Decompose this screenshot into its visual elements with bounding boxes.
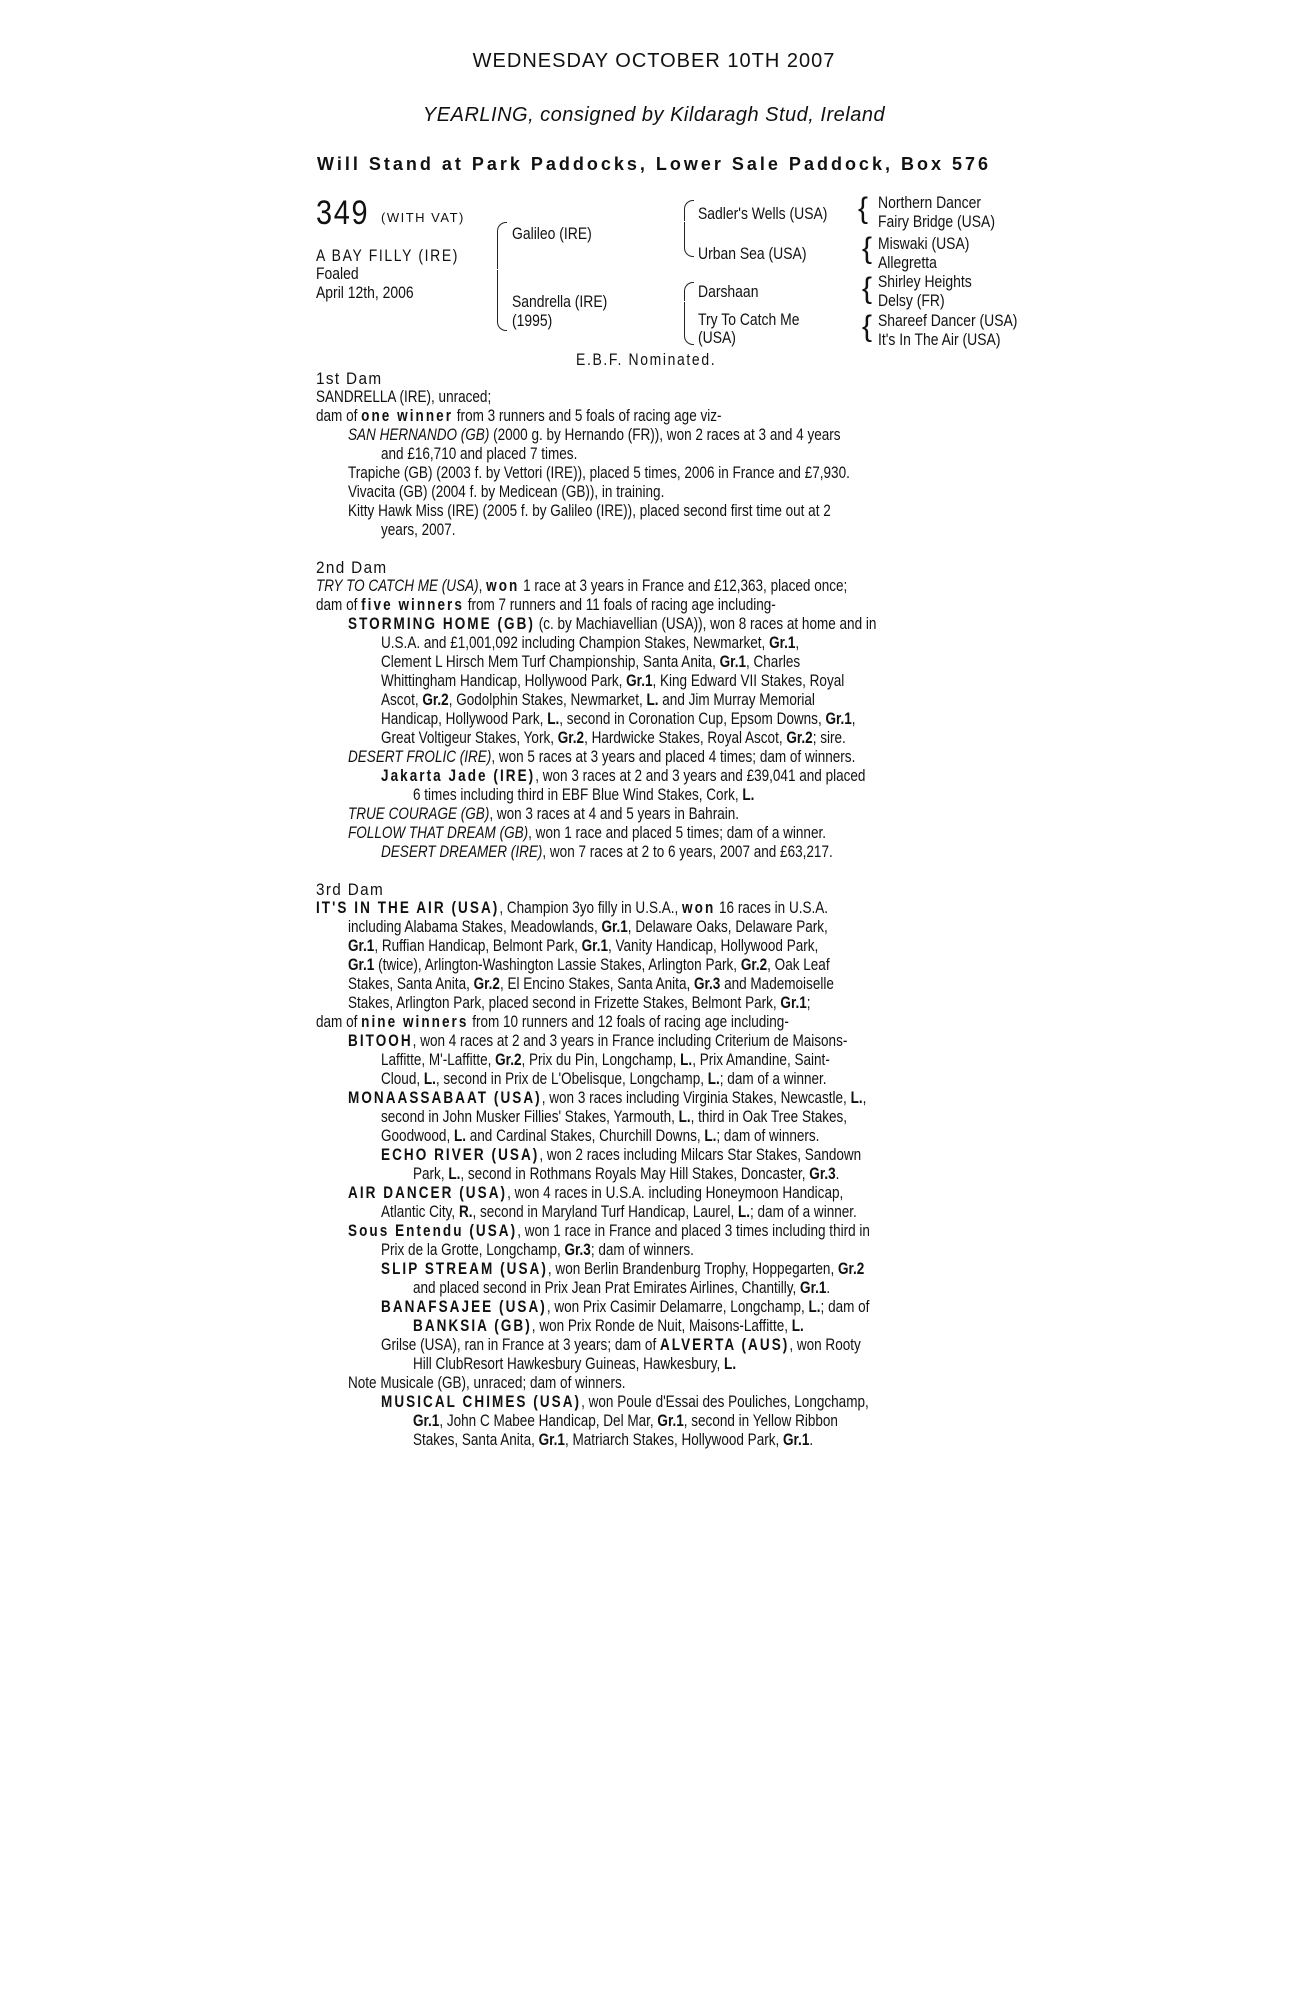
third-dam-line: BANKSIA (GB), won Prix Ronde de Nuit, Maisons-Laffitte, L. <box>413 1317 804 1335</box>
second-dam-line: STORMING HOME (GB) (c. by Machiavellian (USA)), won 8 races at home and in <box>348 615 877 633</box>
location-line: Will Stand at Park Paddocks, Lower Sale Paddock, Box 576 <box>316 154 991 174</box>
second-dam-line: Jakarta Jade (IRE), won 3 races at 2 and 3 years and £39,041 and placed <box>381 767 866 785</box>
second-dam-line: Whittingham Handicap, Hollywood Park, Gr.1, King Edward VII Stakes, Royal <box>381 672 845 690</box>
third-dam-line: Stakes, Santa Anita, Gr.1, Matriarch Stakes, Hollywood Park, Gr.1. <box>413 1431 814 1449</box>
third-dam-line: IT'S IN THE AIR (USA), Champion 3yo filly in U.S.A., won 16 races in U.S.A. <box>316 899 829 917</box>
grandsire-brace-top <box>684 200 694 221</box>
pedigree-g2: Fairy Bridge (USA) <box>878 212 995 231</box>
second-dam-line: U.S.A. and £1,001,092 including Champion Stakes, Newmarket, Gr.1, <box>381 634 800 652</box>
pedigree-g7: Shareef Dancer (USA) <box>878 311 1018 330</box>
dam-dam-line1: Try To Catch Me <box>698 310 800 329</box>
third-dam-line: Note Musicale (GB), unraced; dam of winners. <box>348 1374 626 1392</box>
pedigree-g1: Northern Dancer <box>878 193 982 212</box>
third-dam-line: dam of nine winners from 10 runners and 12 foals of racing age including- <box>316 1013 789 1031</box>
third-dam-line: Park, L., second in Rothmans Royals May Hill Stakes, Doncaster, Gr.3. <box>413 1165 840 1183</box>
second-dam-line: TRY TO CATCH ME (USA), won 1 race at 3 years in France and £12,363, placed once; <box>316 577 848 595</box>
third-dam-line: Laffitte, M'-Laffitte, Gr.2, Prix du Pin, Longchamp, L., Prix Amandine, Saint- <box>381 1051 830 1069</box>
third-dam-line: Gr.1, Ruffian Handicap, Belmont Park, Gr.1, Vanity Handicap, Hollywood Park, <box>348 937 819 955</box>
brace-2: { <box>862 232 873 265</box>
third-dam-line: BITOOH, won 4 races at 2 and 3 years in France including Criterium de Maisons- <box>348 1032 848 1050</box>
grandsire-brace-bottom <box>684 222 694 257</box>
third-dam-line: second in John Musker Fillies' Stakes, Yarmouth, L., third in Oak Tree Stakes, <box>381 1108 848 1126</box>
second-dam-line: Great Voltigeur Stakes, York, Gr.2, Hardwicke Stakes, Royal Ascot, Gr.2; sire. <box>381 729 846 747</box>
sire-sire: Sadler's Wells (USA) <box>698 204 828 223</box>
damsire-brace-top <box>684 282 694 301</box>
sire-name: Galileo (IRE) <box>512 224 592 243</box>
third-dam-line: AIR DANCER (USA), won 4 races in U.S.A. including Honeymoon Handicap, <box>348 1184 844 1202</box>
dam-name: Sandrella (IRE) <box>512 292 608 311</box>
third-dam-line: Prix de la Grotte, Longchamp, Gr.3; dam of winners. <box>381 1241 694 1259</box>
third-dam-line: SLIP STREAM (USA), won Berlin Brandenburg Trophy, Hoppegarten, Gr.2 <box>381 1260 865 1278</box>
pedigree-g4: Allegretta <box>878 253 937 272</box>
third-dam-line: Goodwood, L. and Cardinal Stakes, Churchill Downs, L.; dam of winners. <box>381 1127 820 1145</box>
sire-brace-bottom <box>497 270 507 331</box>
third-dam-line: Sous Entendu (USA), won 1 race in France and placed 3 times including third in <box>348 1222 870 1240</box>
pedigree-g6: Delsy (FR) <box>878 291 945 310</box>
third-dam-heading: 3rd Dam <box>316 880 385 899</box>
dam-year: (1995) <box>512 311 553 330</box>
second-dam-line: TRUE COURAGE (GB), won 3 races at 4 and 5 years in Bahrain. <box>348 805 740 823</box>
first-dam-line: Vivacita (GB) (2004 f. by Medicean (GB)), in training. <box>348 483 665 501</box>
third-dam-line: and placed second in Prix Jean Prat Emirates Airlines, Chantilly, Gr.1. <box>413 1279 831 1297</box>
first-dam-line: SANDRELLA (IRE), unraced; <box>316 388 492 406</box>
second-dam-heading: 2nd Dam <box>316 558 388 577</box>
lot-description: A BAY FILLY (IRE) <box>316 246 460 265</box>
third-dam-line: Atlantic City, R., second in Maryland Turf Handicap, Laurel, L.; dam of a winner. <box>381 1203 857 1221</box>
dam-sire: Darshaan <box>698 282 759 301</box>
second-dam-line: DESERT FROLIC (IRE), won 5 races at 3 years and placed 4 times; dam of winners. <box>348 748 856 766</box>
foaled-label: Foaled <box>316 264 359 283</box>
damsire-brace-bottom <box>684 302 694 345</box>
second-dam-line: Clement L Hirsch Mem Turf Championship, Santa Anita, Gr.1, Charles <box>381 653 801 671</box>
second-dam-line: Handicap, Hollywood Park, L., second in Coronation Cup, Epsom Downs, Gr.1, <box>381 710 856 728</box>
first-dam-line: dam of one winner from 3 runners and 5 foals of racing age viz- <box>316 407 722 425</box>
pedigree-g5: Shirley Heights <box>878 272 972 291</box>
third-dam-line: including Alabama Stakes, Meadowlands, Gr.1, Delaware Oaks, Delaware Park, <box>348 918 828 936</box>
third-dam-line: Stakes, Arlington Park, placed second in Frizette Stakes, Belmont Park, Gr.1; <box>348 994 811 1012</box>
pedigree-g3: Miswaki (USA) <box>878 234 970 253</box>
brace-1: { <box>858 192 869 225</box>
sale-date: WEDNESDAY OCTOBER 10TH 2007 <box>472 50 836 72</box>
pedigree-g8: It's In The Air (USA) <box>878 330 1001 349</box>
brace-4: { <box>862 310 873 343</box>
first-dam-line: Trapiche (GB) (2003 f. by Vettori (IRE)), placed 5 times, 2006 in France and £7,930. <box>348 464 850 482</box>
second-dam-line: DESERT DREAMER (IRE), won 7 races at 2 to 6 years, 2007 and £63,217. <box>381 843 833 861</box>
second-dam-line: dam of five winners from 7 runners and 11 foals of racing age including- <box>316 596 776 614</box>
first-dam-line: Kitty Hawk Miss (IRE) (2005 f. by Galileo (IRE)), placed second first time out at 2 <box>348 502 831 520</box>
vat-note: (WITH VAT) <box>381 210 465 225</box>
first-dam-line: SAN HERNANDO (GB) (2000 g. by Hernando (FR)), won 2 races at 3 and 4 years <box>348 426 841 444</box>
lot-number: 349 <box>316 194 370 232</box>
third-dam-line: Grilse (USA), ran in France at 3 years; dam of ALVERTA (AUS), won Rooty <box>381 1336 861 1354</box>
third-dam-line: MONAASSABAAT (USA), won 3 races including Virginia Stakes, Newcastle, L., <box>348 1089 867 1107</box>
third-dam-line: Stakes, Santa Anita, Gr.2, El Encino Stakes, Santa Anita, Gr.3 and Mademoiselle <box>348 975 834 993</box>
consignment-line: YEARLING, consigned by Kildaragh Stud, Ireland <box>422 104 886 126</box>
second-dam-line: FOLLOW THAT DREAM (GB), won 1 race and placed 5 times; dam of a winner. <box>348 824 826 842</box>
second-dam-line: Ascot, Gr.2, Godolphin Stakes, Newmarket, L. and Jim Murray Memorial <box>381 691 815 709</box>
second-dam-line: 6 times including third in EBF Blue Wind Stakes, Cork, L. <box>413 786 755 804</box>
third-dam-line: BANAFSAJEE (USA), won Prix Casimir Delamarre, Longchamp, L.; dam of <box>381 1298 870 1316</box>
third-dam-line: Gr.1, John C Mabee Handicap, Del Mar, Gr.1, second in Yellow Ribbon <box>413 1412 838 1430</box>
first-dam-line: and £16,710 and placed 7 times. <box>381 445 578 463</box>
sire-brace-top <box>497 222 507 269</box>
first-dam-line: years, 2007. <box>381 521 456 539</box>
third-dam-line: ECHO RIVER (USA), won 2 races including Milcars Star Stakes, Sandown <box>381 1146 862 1164</box>
third-dam-line: Gr.1 (twice), Arlington-Washington Lassie Stakes, Arlington Park, Gr.2, Oak Leaf <box>348 956 830 974</box>
brace-3: { <box>862 272 873 305</box>
third-dam-line: MUSICAL CHIMES (USA), won Poule d'Essai des Pouliches, Longchamp, <box>381 1393 869 1411</box>
dam-dam-line2: (USA) <box>698 328 736 347</box>
sire-dam: Urban Sea (USA) <box>698 244 807 263</box>
ebf-nomination: E.B.F. Nominated. <box>576 350 717 369</box>
third-dam-line: Cloud, L., second in Prix de L'Obelisque, Longchamp, L.; dam of a winner. <box>381 1070 827 1088</box>
first-dam-heading: 1st Dam <box>316 369 383 388</box>
foaled-date: April 12th, 2006 <box>316 283 414 302</box>
third-dam-line: Hill ClubResort Hawkesbury Guineas, Hawkesbury, L. <box>413 1355 737 1373</box>
